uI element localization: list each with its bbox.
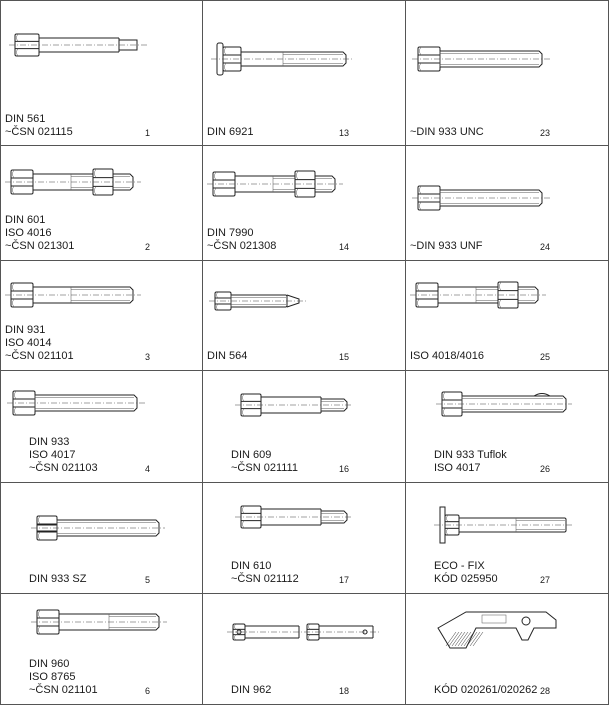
catalog-item[interactable] — [0, 0, 203, 146]
item-designation: DIN 7990 — [207, 227, 254, 239]
item-designation: DIN 962 — [231, 684, 272, 696]
item-designation: ~ČSN 021103 — [29, 462, 98, 474]
item-designation: ISO 4016 — [5, 227, 52, 239]
item-designation: ~ČSN 021101 — [29, 684, 98, 696]
item-designation: KÓD 025950 — [434, 573, 498, 585]
item-number: 1 — [145, 128, 151, 138]
item-number: 23 — [540, 128, 551, 138]
item-number: 14 — [339, 242, 350, 252]
item-designation: DIN 561 — [5, 113, 46, 125]
catalog-item[interactable] — [406, 261, 609, 371]
item-number: 6 — [145, 686, 151, 696]
catalog-item[interactable] — [203, 371, 406, 483]
item-number: 2 — [145, 242, 151, 252]
item-number: 17 — [339, 575, 350, 585]
item-designation: ISO 4018/4016 — [410, 350, 485, 362]
item-designation: DIN 933 — [29, 436, 70, 448]
item-designation: ISO 4017 — [434, 462, 481, 474]
item-number: 27 — [540, 575, 551, 585]
catalog-item[interactable] — [0, 261, 203, 371]
item-designation: DIN 960 — [29, 658, 70, 670]
item-number: 15 — [339, 352, 350, 362]
item-designation: DIN 6921 — [207, 126, 254, 138]
item-number: 16 — [339, 464, 350, 474]
item-designation: ~ČSN 021115 — [5, 126, 73, 138]
item-designation: DIN 931 — [5, 324, 46, 336]
item-designation: ~ČSN 021301 — [5, 240, 75, 252]
catalog-item[interactable] — [203, 146, 406, 261]
catalog-item[interactable] — [406, 371, 609, 483]
catalog-item[interactable] — [203, 261, 406, 371]
catalog-item[interactable] — [406, 0, 609, 146]
item-number: 5 — [145, 575, 151, 585]
item-designation: DIN 609 — [231, 449, 272, 461]
item-designation: ISO 8765 — [29, 671, 76, 683]
catalog-item[interactable] — [0, 483, 203, 594]
item-number: 3 — [145, 352, 151, 362]
item-designation: DIN 610 — [231, 560, 272, 572]
item-number: 25 — [540, 352, 551, 362]
item-designation: ISO 4014 — [5, 337, 52, 349]
catalog-item[interactable] — [203, 594, 406, 705]
item-number: 24 — [540, 242, 551, 252]
catalog-item[interactable] — [203, 0, 406, 146]
item-designation: ~ČSN 021101 — [5, 350, 74, 362]
item-number: 28 — [540, 686, 551, 696]
item-designation: DIN 564 — [207, 350, 248, 362]
catalog-item[interactable] — [203, 483, 406, 594]
catalog-item[interactable] — [0, 594, 203, 705]
catalog-item[interactable] — [0, 146, 203, 261]
item-designation: ~ČSN 021111 — [231, 462, 298, 474]
item-designation: ~DIN 933 UNC — [410, 126, 484, 138]
item-number: 13 — [339, 128, 350, 138]
item-designation: ISO 4017 — [29, 449, 76, 461]
item-designation: KÓD 020261/020262 — [434, 684, 538, 696]
catalog-item[interactable] — [406, 483, 609, 594]
item-number: 26 — [540, 464, 551, 474]
catalog-item[interactable] — [0, 371, 203, 483]
item-designation: ECO - FIX — [434, 560, 485, 572]
item-designation: ~ČSN 021308 — [207, 240, 277, 252]
item-designation: DIN 933 Tuflok — [434, 449, 507, 461]
item-designation: DIN 933 SZ — [29, 573, 87, 585]
item-number: 18 — [339, 686, 350, 696]
catalog-item[interactable] — [406, 146, 609, 261]
item-designation: ~DIN 933 UNF — [410, 240, 483, 252]
item-designation: DIN 601 — [5, 214, 46, 226]
item-designation: ~ČSN 021112 — [231, 573, 299, 585]
item-number: 4 — [145, 464, 151, 474]
catalog-item[interactable] — [406, 594, 609, 705]
